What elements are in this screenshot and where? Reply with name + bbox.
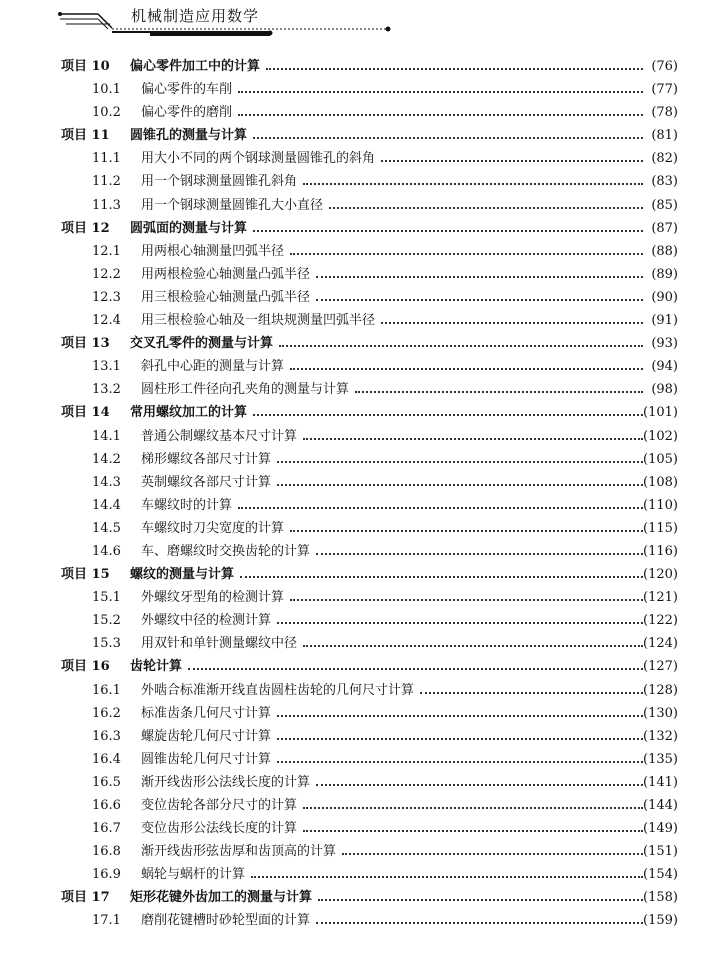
header-title: 机械制造应用数学: [131, 7, 260, 25]
entry-number: 16.2: [92, 705, 121, 721]
table-of-contents: [0, 55, 721, 933]
entry-number: 16.5: [92, 774, 121, 790]
toc-project-entry: [0, 401, 721, 424]
leader-dots: [238, 78, 643, 93]
entry-page-number: (98): [651, 382, 678, 398]
entry-number: 11.1: [92, 151, 121, 167]
entry-page-number: (124): [643, 636, 678, 652]
leader-dots: [342, 840, 643, 855]
entry-number: 10.1: [92, 82, 121, 98]
toc-section-entry: [0, 679, 721, 702]
entry-number: 15.1: [92, 590, 121, 606]
leader-dots: [355, 378, 643, 393]
entry-page-number: (127): [643, 659, 678, 675]
leader-dots: [188, 655, 643, 670]
entry-page-number: (110): [643, 497, 678, 513]
leader-dots: [303, 794, 643, 809]
toc-project-entry: [0, 332, 721, 355]
entry-page-number: (77): [651, 82, 678, 98]
entry-title: 车螺纹时刀尖宽度的计算: [141, 520, 285, 536]
entry-number: 16.4: [92, 751, 121, 767]
toc-section-entry: [0, 147, 721, 170]
toc-section-entry: [0, 540, 721, 563]
entry-page-number: (149): [643, 821, 678, 837]
entry-title: 齿轮计算: [130, 659, 183, 675]
toc-section-entry: [0, 78, 721, 101]
entry-page-number: (90): [651, 289, 678, 305]
leader-dots: [277, 448, 643, 463]
entry-page-number: (115): [643, 520, 678, 536]
entry-page-number: (101): [643, 405, 678, 421]
entry-title: 用一个钢球测量圆锥孔大小直径: [141, 197, 324, 213]
entry-title: 普通公制螺纹基本尺寸计算: [141, 428, 298, 444]
leader-dots: [253, 217, 643, 232]
entry-number: 16.3: [92, 728, 121, 744]
entry-number: 12.3: [92, 289, 121, 305]
entry-number: 项目 14: [61, 405, 110, 421]
toc-project-entry: [0, 563, 721, 586]
toc-section-entry: [0, 632, 721, 655]
entry-title: 标准齿条几何尺寸计算: [141, 705, 272, 721]
leader-dots: [266, 55, 643, 70]
leader-dots: [316, 286, 643, 301]
entry-number: 13.2: [92, 382, 121, 398]
entry-number: 11.3: [92, 197, 121, 213]
page-header: [0, 0, 721, 44]
toc-section-entry: [0, 355, 721, 378]
toc-section-entry: [0, 586, 721, 609]
entry-page-number: (154): [643, 867, 678, 883]
entry-title: 斜孔中心距的测量与计算: [141, 359, 285, 375]
entry-title: 螺纹的测量与计算: [130, 567, 235, 583]
entry-page-number: (88): [651, 243, 678, 259]
entry-number: 16.6: [92, 798, 121, 813]
leader-dots: [303, 817, 643, 832]
entry-number: 13.1: [92, 359, 121, 375]
entry-number: 12.4: [92, 313, 121, 329]
entry-page-number: (151): [643, 844, 678, 860]
entry-number: 15.3: [92, 636, 121, 652]
entry-title: 变位齿轮各部分尺寸的计算: [141, 798, 298, 813]
entry-title: 车螺纹时的计算: [141, 497, 233, 513]
toc-section-entry: [0, 309, 721, 332]
entry-title: 用两根心轴测量凹弧半径: [141, 243, 285, 259]
toc-section-entry: [0, 263, 721, 286]
entry-page-number: (135): [643, 751, 678, 767]
entry-page-number: (93): [651, 336, 678, 352]
toc-section-entry: [0, 817, 721, 840]
entry-title: 蜗轮与蜗杆的计算: [141, 867, 246, 883]
leader-dots: [316, 771, 643, 786]
leader-dots: [277, 609, 643, 624]
entry-page-number: (82): [651, 151, 678, 167]
entry-page-number: (120): [643, 567, 678, 583]
entry-title: 矩形花键外齿加工的测量与计算: [130, 890, 313, 906]
entry-title: 用三根检验心轴及一组块规测量凹弧半径: [141, 313, 376, 329]
entry-title: 变位齿形公法线长度的计算: [141, 821, 298, 837]
entry-number: 12.1: [92, 243, 121, 259]
entry-number: 项目 11: [61, 128, 110, 144]
entry-title: 渐开线齿形弦齿厚和齿顶高的计算: [141, 844, 337, 860]
entry-page-number: (85): [651, 197, 678, 213]
entry-title: 车、磨螺纹时交换齿轮的计算: [141, 543, 311, 559]
header-decoration: [0, 0, 721, 44]
leader-dots: [253, 124, 643, 139]
entry-page-number: (102): [643, 428, 678, 444]
toc-section-entry: [0, 471, 721, 494]
leader-dots: [277, 725, 643, 740]
leader-dots: [251, 863, 643, 878]
toc-section-entry: [0, 494, 721, 517]
entry-page-number: (89): [651, 266, 678, 282]
leader-dots: [303, 425, 643, 440]
entry-title: 交叉孔零件的测量与计算: [130, 336, 274, 352]
entry-page-number: (91): [651, 313, 678, 329]
entry-number: 14.6: [92, 543, 121, 559]
entry-number: 10.2: [92, 105, 121, 121]
toc-section-entry: [0, 448, 721, 471]
entry-title: 英制螺纹各部尺寸计算: [141, 474, 272, 490]
entry-title: 用三根检验心轴测量凸弧半径: [141, 289, 311, 305]
leader-dots: [279, 332, 643, 347]
entry-page-number: (132): [643, 728, 678, 744]
toc-section-entry: [0, 909, 721, 932]
toc-section-entry: [0, 609, 721, 632]
leader-dots: [420, 679, 643, 694]
entry-number: 15.2: [92, 613, 121, 629]
toc-project-entry: [0, 55, 721, 78]
entry-title: 螺旋齿轮几何尺寸计算: [141, 728, 272, 744]
entry-page-number: (83): [651, 174, 678, 190]
leader-dots: [253, 401, 643, 416]
entry-number: 17.1: [92, 913, 121, 929]
toc-section-entry: [0, 286, 721, 309]
leader-dots: [316, 540, 643, 555]
entry-page-number: (130): [643, 705, 678, 721]
entry-page-number: (158): [643, 890, 678, 906]
entry-number: 项目 13: [61, 336, 110, 352]
toc-section-entry: [0, 101, 721, 124]
toc-section-entry: [0, 194, 721, 217]
entry-title: 圆弧面的测量与计算: [130, 220, 248, 236]
entry-title: 圆锥孔的测量与计算: [130, 128, 248, 144]
entry-number: 项目 16: [61, 659, 110, 675]
entry-title: 用双针和单针测量螺纹中径: [141, 636, 298, 652]
leader-dots: [238, 494, 643, 509]
toc-project-entry: [0, 217, 721, 240]
entry-page-number: (159): [643, 913, 678, 929]
toc-project-entry: [0, 886, 721, 909]
leader-dots: [303, 632, 643, 647]
entry-page-number: (87): [651, 220, 678, 236]
leader-dots: [290, 586, 643, 601]
entry-title: 偏心零件加工中的计算: [130, 59, 261, 74]
entry-number: 14.3: [92, 474, 121, 490]
entry-number: 14.5: [92, 520, 121, 536]
leader-dots: [329, 194, 643, 209]
entry-number: 项目 12: [61, 220, 110, 236]
leader-dots: [303, 170, 643, 185]
leader-dots: [240, 563, 643, 578]
leader-dots: [316, 909, 643, 924]
entry-page-number: (121): [643, 590, 678, 606]
entry-title: 渐开线齿形公法线长度的计算: [141, 774, 311, 790]
entry-title: 外啮合标准渐开线直齿圆柱齿轮的几何尺寸计算: [141, 682, 415, 698]
toc-section-entry: [0, 170, 721, 193]
toc-section-entry: [0, 725, 721, 748]
entry-number: 项目 10: [61, 59, 110, 74]
entry-number: 11.2: [92, 174, 121, 190]
entry-number: 14.4: [92, 497, 121, 513]
entry-page-number: (141): [643, 774, 678, 790]
leader-dots: [318, 886, 643, 901]
entry-page-number: (108): [643, 474, 678, 490]
entry-number: 项目 17: [61, 890, 110, 906]
toc-section-entry: [0, 517, 721, 540]
entry-title: 磨削花键槽时砂轮型面的计算: [141, 913, 311, 929]
entry-title: 偏心零件的磨削: [141, 105, 233, 121]
entry-title: 用大小不同的两个钢球测量圆锥孔的斜角: [141, 151, 376, 167]
entry-page-number: (105): [643, 451, 678, 467]
toc-project-entry: [0, 655, 721, 678]
toc-section-entry: [0, 794, 721, 817]
entry-page-number: (116): [643, 543, 678, 559]
leader-dots: [290, 355, 643, 370]
entry-title: 用两根检验心轴测量凸弧半径: [141, 266, 311, 282]
entry-title: 外螺纹中径的检测计算: [141, 613, 272, 629]
entry-title: 用一个钢球测量圆锥孔斜角: [141, 174, 298, 190]
entry-page-number: (94): [651, 359, 678, 375]
leader-dots: [277, 471, 643, 486]
toc-section-entry: [0, 840, 721, 863]
entry-number: 项目 15: [61, 567, 110, 583]
entry-number: 16.7: [92, 821, 121, 837]
toc-section-entry: [0, 748, 721, 771]
toc-section-entry: [0, 863, 721, 886]
entry-title: 圆锥齿轮几何尺寸计算: [141, 751, 272, 767]
entry-title: 圆柱形工件径向孔夹角的测量与计算: [141, 382, 350, 398]
leader-dots: [277, 748, 643, 763]
toc-section-entry: [0, 771, 721, 794]
entry-number: 16.9: [92, 867, 121, 883]
leader-dots: [238, 101, 643, 116]
leader-dots: [290, 240, 643, 255]
toc-section-entry: [0, 702, 721, 725]
entry-number: 16.8: [92, 844, 121, 860]
entry-title: 外螺纹牙型角的检测计算: [141, 590, 285, 606]
toc-section-entry: [0, 425, 721, 448]
entry-number: 16.1: [92, 682, 121, 698]
entry-page-number: (78): [651, 105, 678, 121]
entry-page-number: (81): [651, 128, 678, 144]
entry-title: 偏心零件的车削: [141, 82, 233, 98]
leader-dots: [381, 309, 643, 324]
toc-project-entry: [0, 124, 721, 147]
entry-number: 14.2: [92, 451, 121, 467]
entry-title: 梯形螺纹各部尺寸计算: [141, 451, 272, 467]
leader-dots: [290, 517, 643, 532]
entry-page-number: (122): [643, 613, 678, 629]
leader-dots: [316, 263, 643, 278]
leader-dots: [277, 702, 643, 717]
entry-page-number: (76): [651, 59, 678, 74]
entry-number: 14.1: [92, 428, 121, 444]
leader-dots: [381, 147, 643, 162]
toc-section-entry: [0, 240, 721, 263]
toc-section-entry: [0, 378, 721, 401]
entry-number: 12.2: [92, 266, 121, 282]
entry-title: 常用螺纹加工的计算: [130, 405, 248, 421]
entry-page-number: (128): [643, 682, 678, 698]
entry-page-number: (144): [643, 798, 678, 813]
